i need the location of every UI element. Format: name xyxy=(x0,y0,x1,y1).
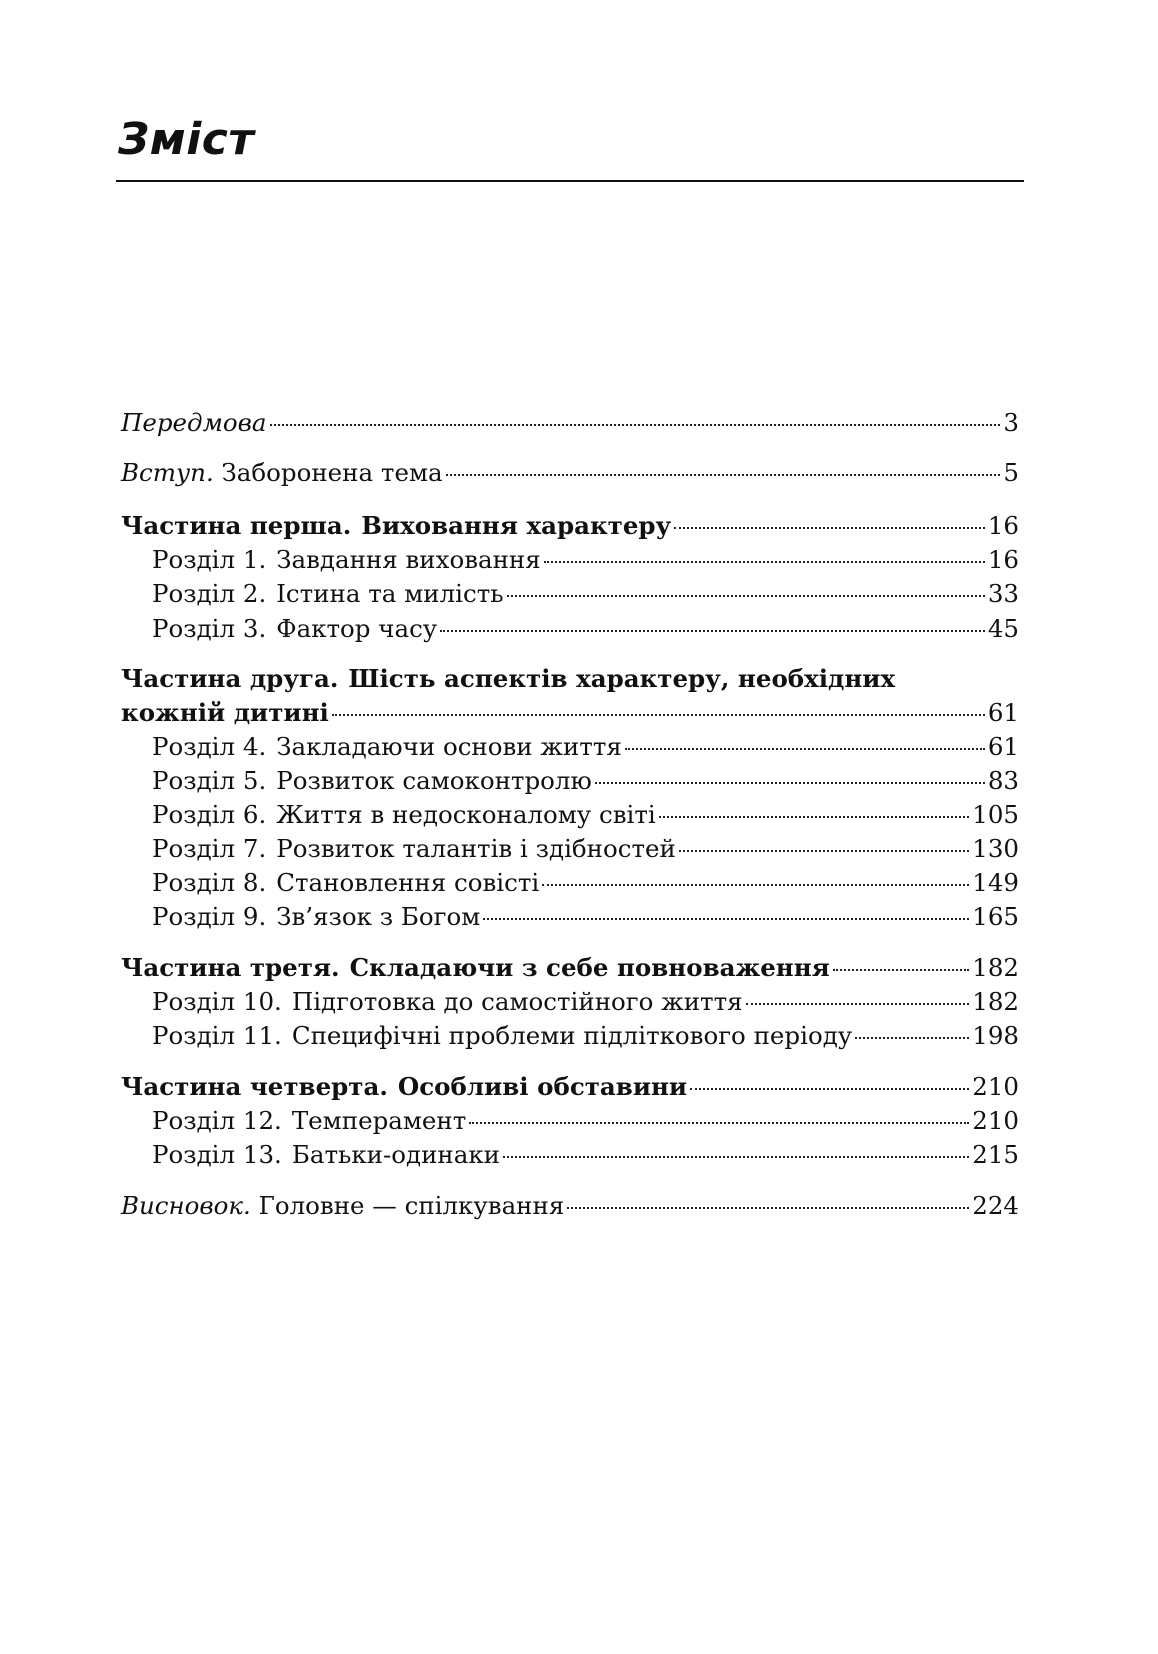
toc-entry-intro[interactable] xyxy=(121,457,1019,489)
toc-entry-preface[interactable] xyxy=(121,407,1019,439)
page-number: 149 xyxy=(972,868,1019,897)
entry-label: Передмова xyxy=(121,408,267,437)
toc-entry-chapter-1[interactable] xyxy=(152,544,1019,576)
toc-entry-part-1[interactable] xyxy=(121,510,1019,542)
page-number: 61 xyxy=(987,698,1019,727)
dot-leader xyxy=(855,1037,969,1039)
page-number: 16 xyxy=(987,545,1019,574)
entry-label: Розділ 9. Зв’язок з Богом xyxy=(152,902,481,931)
dot-leader xyxy=(270,424,1001,426)
toc-entry-chapter-3[interactable] xyxy=(152,613,1019,645)
toc-entry-chapter-4[interactable] xyxy=(152,731,1019,763)
toc-entry-chapter-5[interactable] xyxy=(152,765,1019,797)
dot-leader xyxy=(690,1088,969,1090)
entry-label: Вступ. Заборонена тема xyxy=(121,458,443,487)
dot-leader xyxy=(483,918,969,920)
page-number: 210 xyxy=(972,1106,1019,1135)
dot-leader xyxy=(446,474,1001,476)
entry-label: Розділ 5. Розвиток самоконтролю xyxy=(152,766,592,795)
entry-label: Розділ 13. Батьки-одинаки xyxy=(152,1140,501,1169)
page-number: 83 xyxy=(987,766,1019,795)
dot-leader xyxy=(567,1207,969,1209)
page-number: 3 xyxy=(1003,408,1019,437)
toc-entry-chapter-10[interactable] xyxy=(152,986,1019,1018)
dot-leader xyxy=(679,850,969,852)
page-number: 182 xyxy=(972,987,1019,1016)
entry-label: Розділ 11. Специфічні проблеми підліткового періоду xyxy=(152,1021,853,1050)
page-number: 224 xyxy=(972,1191,1019,1220)
dot-leader xyxy=(469,1122,969,1124)
page-number: 198 xyxy=(972,1021,1019,1050)
toc-entry-part-4[interactable] xyxy=(121,1071,1019,1103)
page-title: Зміст xyxy=(118,114,255,165)
toc-entry-part-3[interactable] xyxy=(121,952,1019,984)
page-number: 210 xyxy=(972,1072,1019,1101)
entry-label: кожній дитині xyxy=(121,698,329,727)
toc-entry-conclusion[interactable] xyxy=(121,1190,1019,1222)
entry-label: Розділ 6. Життя в недосконалому світі xyxy=(152,800,656,829)
page-number: 5 xyxy=(1003,458,1019,487)
title-rule xyxy=(116,180,1024,182)
toc-entry-chapter-11[interactable] xyxy=(152,1020,1019,1052)
page-number: 215 xyxy=(972,1140,1019,1169)
page-number: 130 xyxy=(972,834,1019,863)
dot-leader xyxy=(332,714,985,716)
page-number: 33 xyxy=(987,579,1019,608)
dot-leader xyxy=(440,630,985,632)
entry-label: Розділ 10. Підготовка до самостійного життя xyxy=(152,987,743,1016)
entry-label: Висновок. Головне — спілкування xyxy=(121,1191,565,1220)
dot-leader xyxy=(659,816,969,818)
dot-leader xyxy=(503,1156,969,1158)
entry-label: Розділ 8. Становлення совісті xyxy=(152,868,540,897)
dot-leader xyxy=(746,1003,970,1005)
entry-label: Розділ 12. Темперамент xyxy=(152,1106,467,1135)
entry-label: Розділ 3. Фактор часу xyxy=(152,614,438,643)
toc-entry-chapter-9[interactable] xyxy=(152,901,1019,933)
toc-entry-chapter-6[interactable] xyxy=(152,799,1019,831)
entry-label: Розділ 4. Закладаючи основи життя xyxy=(152,732,622,761)
entry-label: Розділ 7. Розвиток талантів і здібностей xyxy=(152,834,676,863)
dot-leader xyxy=(544,561,985,563)
entry-label: Частина третя. Складаючи з себе повноваження xyxy=(121,953,830,982)
entry-label: Розділ 2. Істина та милість xyxy=(152,579,504,608)
dot-leader xyxy=(625,748,985,750)
dot-leader xyxy=(674,527,985,529)
entry-label: Частина перша. Виховання характеру xyxy=(121,511,672,540)
toc-entry-chapter-12[interactable] xyxy=(152,1105,1019,1137)
dot-leader xyxy=(507,595,985,597)
dot-leader xyxy=(542,884,969,886)
page-number: 16 xyxy=(987,511,1019,540)
toc-entry-chapter-2[interactable] xyxy=(152,578,1019,610)
page-number: 45 xyxy=(987,614,1019,643)
toc-entry-chapter-8[interactable] xyxy=(152,867,1019,899)
page-number: 105 xyxy=(972,800,1019,829)
toc-entry-part-2-line-1[interactable]: Частина друга. Шість аспектів характеру, необхідних xyxy=(121,664,896,693)
entry-label: Частина четверта. Особливі обставини xyxy=(121,1072,688,1101)
dot-leader xyxy=(833,969,969,971)
toc-entry-chapter-7[interactable] xyxy=(152,833,1019,865)
dot-leader xyxy=(595,782,985,784)
toc-entry-chapter-13[interactable] xyxy=(152,1139,1019,1171)
page-number: 165 xyxy=(972,902,1019,931)
toc-entry-part-2[interactable] xyxy=(121,697,1019,729)
page-number: 182 xyxy=(972,953,1019,982)
entry-label: Розділ 1. Завдання виховання xyxy=(152,545,541,574)
page-number: 61 xyxy=(987,732,1019,761)
